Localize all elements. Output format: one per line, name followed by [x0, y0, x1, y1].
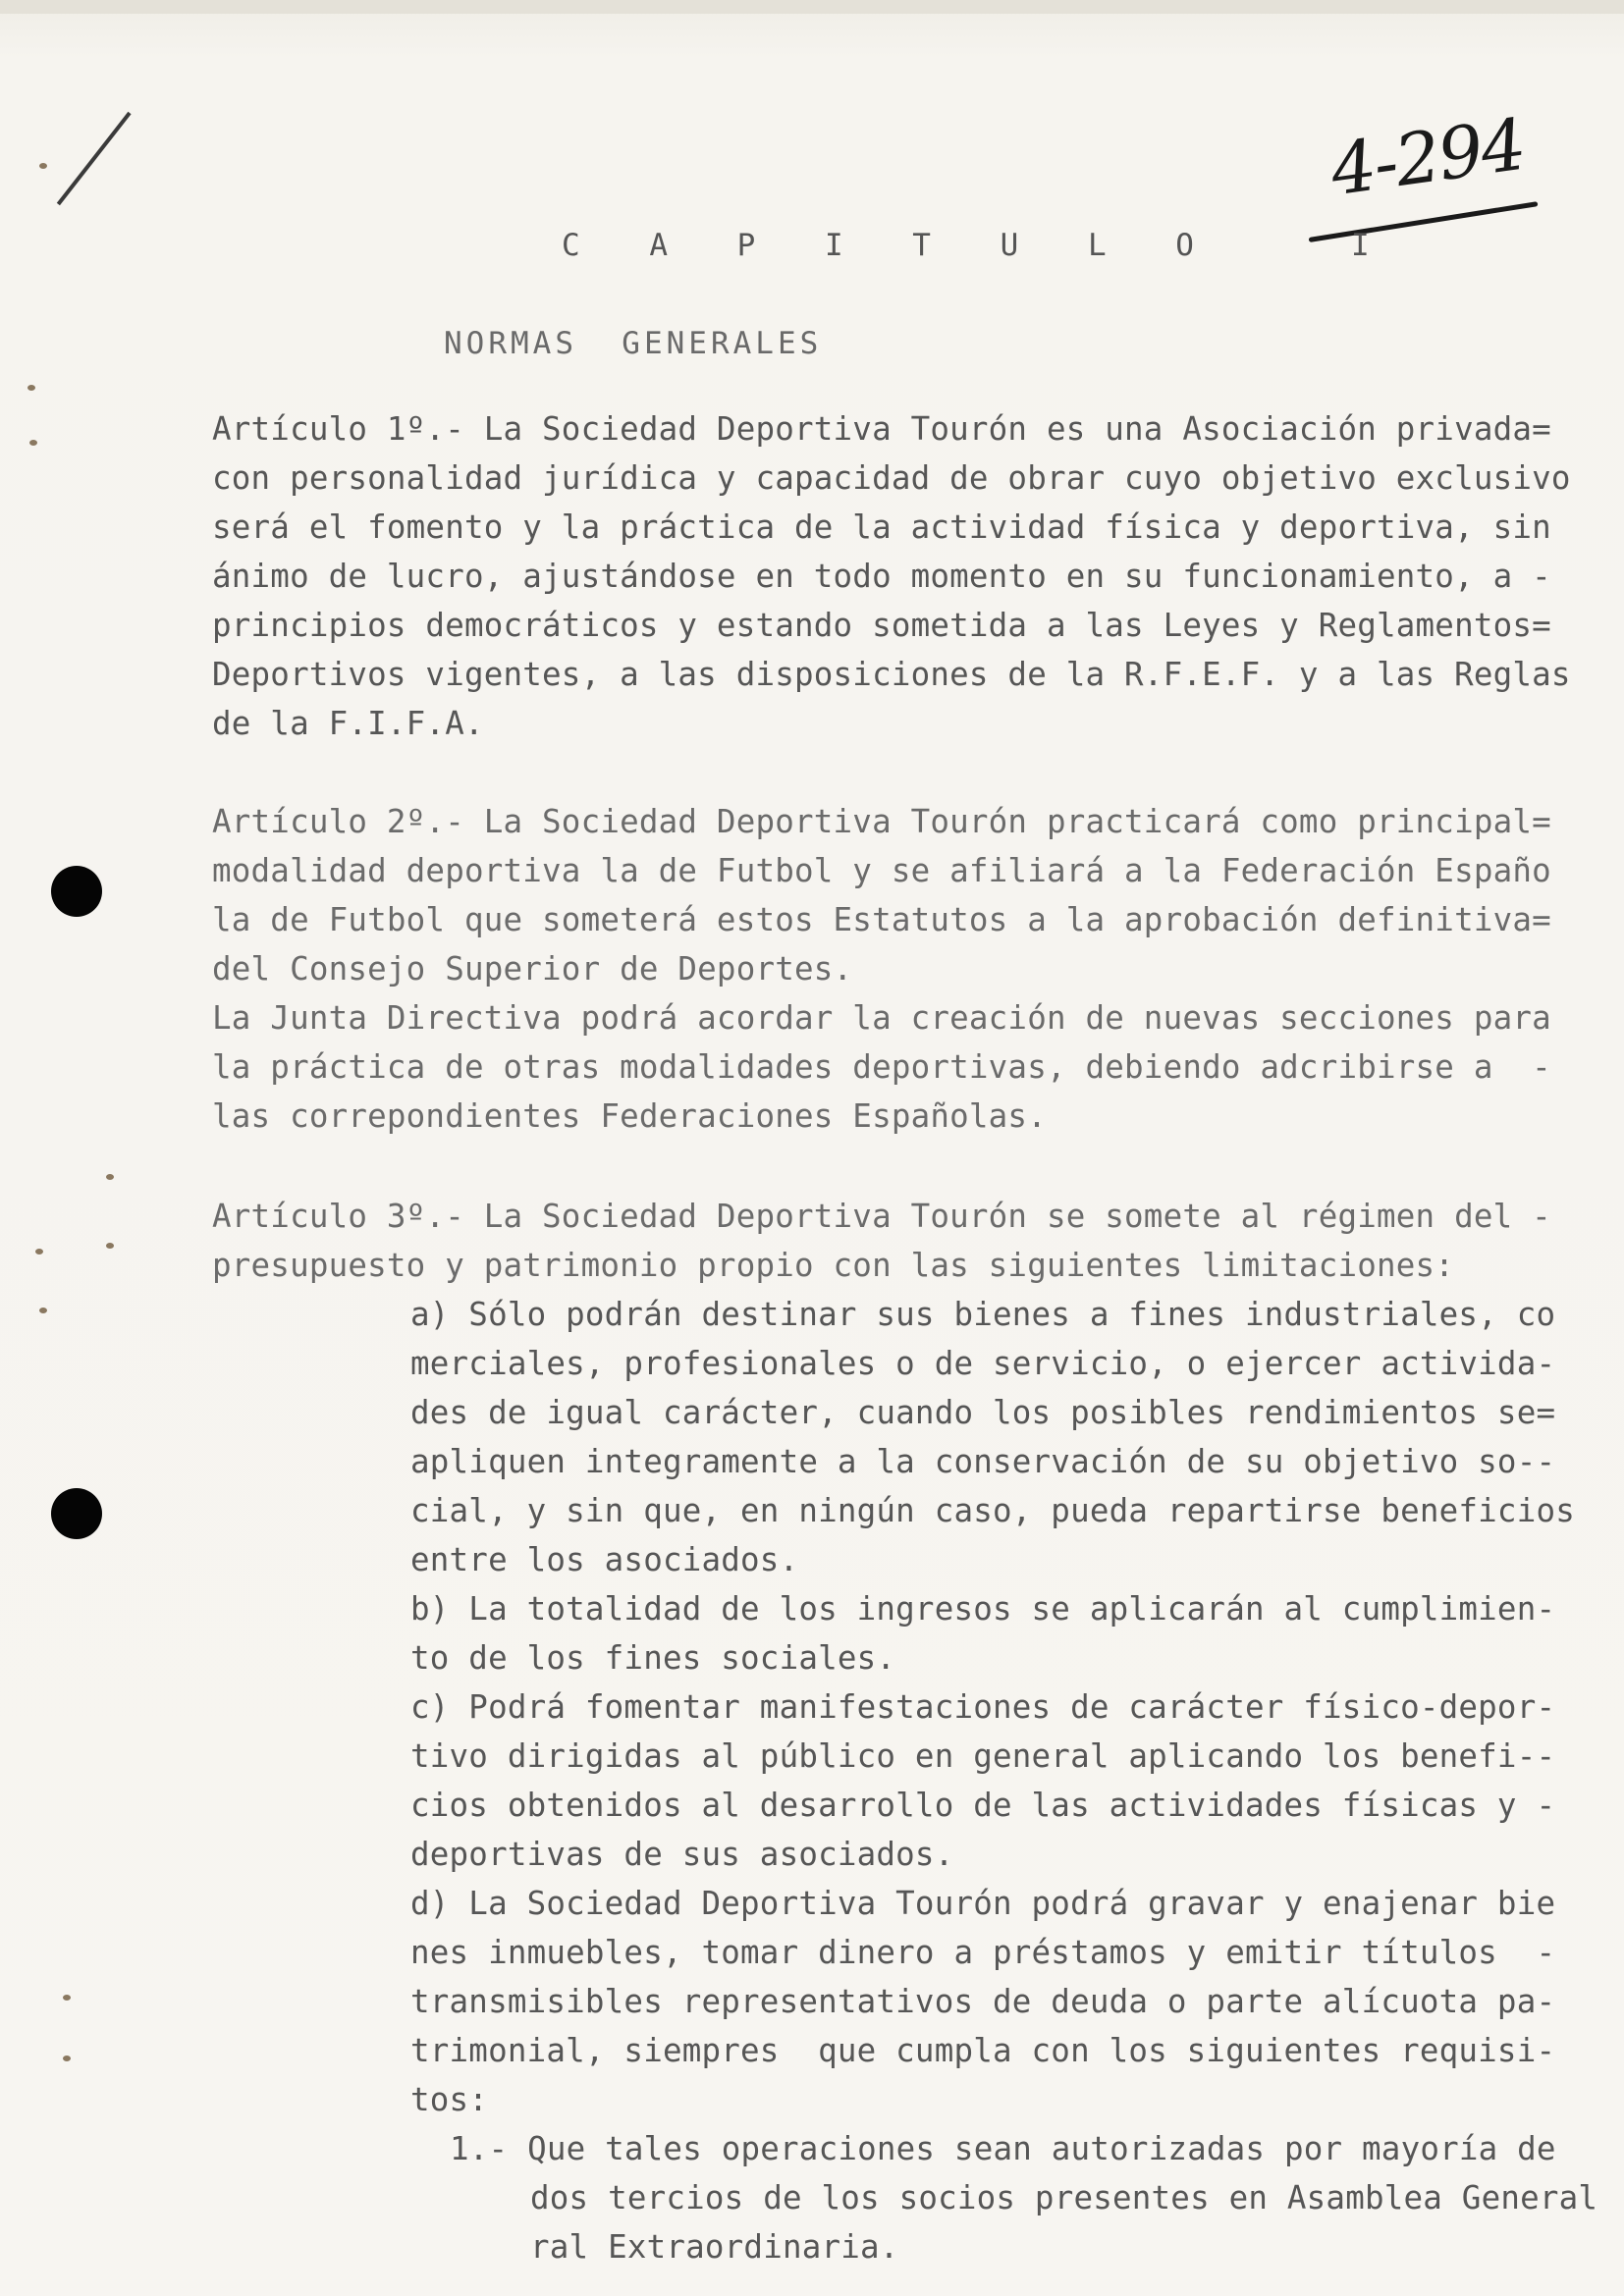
text-line: b) La totalidad de los ingresos se aplicarán al cumplimien-: [410, 1590, 1556, 1628]
text-line: principios democráticos y estando sometida a las Leyes y Reglamentos=: [212, 607, 1551, 644]
pen-stroke-mark: [57, 112, 132, 205]
text-line: La Junta Directiva podrá acordar la creación de nuevas secciones para: [212, 999, 1551, 1037]
punch-hole: [51, 1488, 102, 1539]
text-line: Artículo 3º.- La Sociedad Deportiva Tourón se somete al régimen del -: [212, 1198, 1551, 1235]
text-line: cios obtenidos al desarrollo de las actividades físicas y -: [410, 1787, 1556, 1824]
text-line: to de los fines sociales.: [410, 1639, 896, 1677]
text-line: será el fomento y la práctica de la actividad física y deportiva, sin: [212, 508, 1551, 546]
text-line: apliquen integramente a la conservación de su objetivo so--: [410, 1443, 1556, 1480]
section-heading: NORMAS GENERALES: [444, 326, 823, 361]
text-line: presupuesto y patrimonio propio con las siguientes limitaciones:: [212, 1247, 1455, 1284]
text-line: tos:: [410, 2081, 489, 2118]
text-line: del Consejo Superior de Deportes.: [212, 950, 853, 988]
paper-speck: [27, 385, 35, 391]
text-line: c) Podrá fomentar manifestaciones de carácter físico-depor-: [410, 1688, 1556, 1726]
text-line: ánimo de lucro, ajustándose en todo momento en su funcionamiento, a -: [212, 558, 1551, 595]
text-line: a) Sólo podrán destinar sus bienes a fines industriales, co: [410, 1296, 1556, 1333]
text-line: 1.- Que tales operaciones sean autorizadas por mayoría de: [450, 2130, 1556, 2167]
paper-speck: [63, 1995, 71, 2001]
paper-speck: [106, 1243, 114, 1249]
paper-speck: [106, 1174, 114, 1180]
text-line: dos tercios de los socios presentes en Asamblea General: [530, 2179, 1598, 2216]
punch-hole: [51, 866, 102, 917]
paper-speck: [39, 1308, 47, 1313]
paper-speck: [29, 440, 37, 446]
text-line: de la F.I.F.A.: [212, 705, 484, 742]
text-line: con personalidad jurídica y capacidad de obrar cuyo objetivo exclusivo: [212, 459, 1571, 497]
paper-speck: [63, 2056, 71, 2061]
text-line: las correpondientes Federaciones Españolas.: [212, 1097, 1047, 1135]
text-line: la de Futbol que someterá estos Estatutos a la aprobación definitiva=: [212, 901, 1551, 938]
text-line: cial, y sin que, en ningún caso, pueda repartirse beneficios: [410, 1492, 1575, 1529]
text-line: deportivas de sus asociados.: [410, 1836, 954, 1873]
paper-speck: [35, 1249, 43, 1255]
text-line: des de igual carácter, cuando los posibles rendimientos se=: [410, 1394, 1556, 1431]
text-line: Deportivos vigentes, a las disposiciones de la R.F.E.F. y a las Reglas: [212, 656, 1571, 693]
text-line: d) La Sociedad Deportiva Tourón podrá gravar y enajenar bie: [410, 1885, 1556, 1922]
text-line: Artículo 2º.- La Sociedad Deportiva Tourón practicará como principal=: [212, 803, 1551, 840]
text-line: modalidad deportiva la de Futbol y se afiliará a la Federación Españo: [212, 852, 1551, 889]
text-line: trimonial, siempres que cumpla con los siguientes requisi-: [410, 2032, 1556, 2069]
text-line: transmisibles representativos de deuda o parte alícuota pa-: [410, 1983, 1556, 2020]
text-line: la práctica de otras modalidades deportivas, debiendo adcribirse a -: [212, 1048, 1551, 1086]
handwritten-document-number: 4-294: [1326, 102, 1530, 212]
paper-top-edge: [0, 0, 1624, 14]
text-line: tivo dirigidas al público en general aplicando los benefi--: [410, 1737, 1556, 1775]
text-line: ral Extraordinaria.: [530, 2228, 899, 2266]
chapter-heading: C A P I T U L O I: [562, 228, 1395, 263]
text-line: entre los asociados.: [410, 1541, 799, 1578]
text-line: Artículo 1º.- La Sociedad Deportiva Tourón es una Asociación privada=: [212, 410, 1551, 448]
paper-speck: [39, 163, 47, 169]
text-line: nes inmuebles, tomar dinero a préstamos y emitir títulos -: [410, 1934, 1556, 1971]
text-line: merciales, profesionales o de servicio, o ejercer activida-: [410, 1345, 1556, 1382]
